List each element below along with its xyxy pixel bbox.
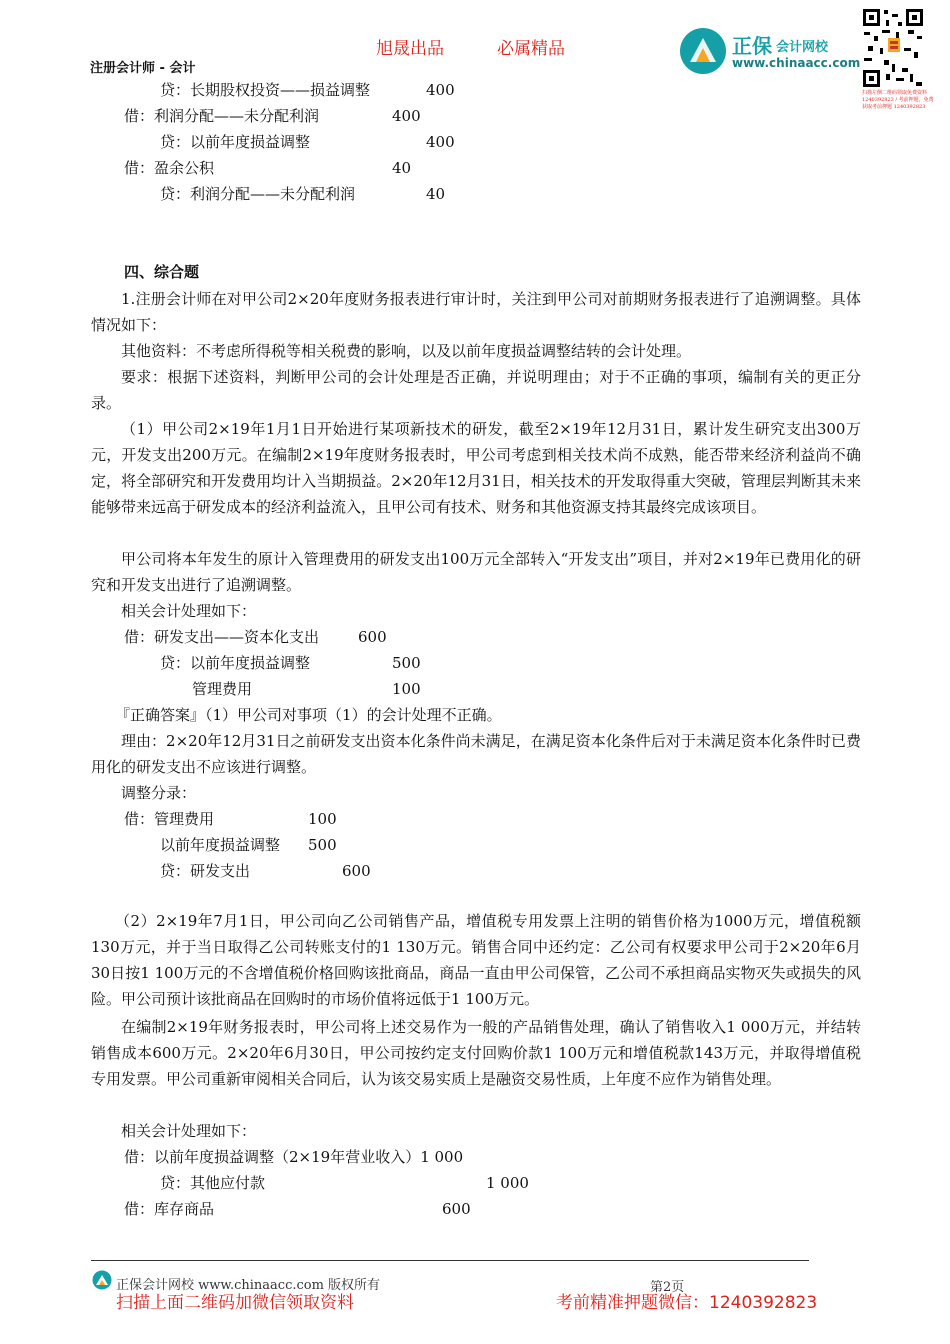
item-1-description: （1）甲公司2×19年1月1日开始进行某项新技术的研发，截至2×19年12月31日，累计发生研究支出300万元，开发支出200万元。在编制2×19年度财务报表时，甲公司考虑到相关技术尚不成熟，能否带来经济利益尚不确定，将全部研究和开发费用均计入当期损益。2×20年12月31日，相关技术的开发取得重大突破，管理层判断其未来能够带来远高于研发成本的经济利益流入，且甲公司有技术、财务和其他资源支持其最终完成该项目。	[91, 420, 861, 516]
entry-amount: 500	[308, 836, 337, 854]
related-treatment-label: 相关会计处理如下：	[121, 602, 257, 620]
page-number: 第2页	[650, 1280, 685, 1295]
adjustment-label: 调整分录：	[121, 784, 197, 802]
logo-mark-icon	[680, 28, 726, 74]
other-info: 其他资料：不考虑所得税等相关税费的影响，以及以前年度损益调整结转的会计处理。	[121, 342, 692, 360]
entry-line: 贷：以前年度损益调整	[160, 654, 311, 672]
entry-amount: 100	[392, 680, 421, 698]
entry-line: 贷：其他应付款	[160, 1174, 266, 1192]
entry-amount: 100	[308, 810, 337, 828]
entry-amount: 500	[392, 654, 421, 672]
section-title: 四、综合题	[124, 263, 200, 281]
item-2-treatment: 在编制2×19年财务报表时，甲公司将上述交易作为一般的产品销售处理，确认了销售收入1 000万元，并结转销售成本600万元。2×20年6月30日，甲公司按约定支付回购价款1 100万元和增值税款143万元，并取得增值税专用发票。甲公司重新审阅相关合同后，认为该交易实质上是融资交易性质，上年度不应作为销售处理。	[91, 1018, 861, 1088]
entry-amount: 600	[442, 1200, 471, 1218]
footer-rule	[91, 1260, 809, 1261]
entry-amount: 40	[426, 185, 446, 203]
correct-answer: 『正确答案』（1）甲公司对事项（1）的会计处理不正确。	[115, 706, 502, 724]
entry-line: 管理费用	[192, 680, 253, 698]
entry-line: 贷：长期股权投资——损益调整	[160, 81, 371, 99]
promo-left: 扫描上面二维码加微信领取资料	[116, 1293, 354, 1313]
slogan-left: 旭晟出品	[376, 39, 444, 59]
logo-subtitle: 会计网校	[776, 40, 829, 55]
related-treatment-label: 相关会计处理如下：	[121, 1122, 257, 1140]
promo-right: 考前精准押题微信：1240392823	[556, 1293, 818, 1313]
entry-amount: 400	[426, 81, 455, 99]
answer-reason: 理由：2×20年12月31日之前研发支出资本化条件尚未满足，在满足资本化条件后对于未满足资本化条件时已费用化的研发支出不应该进行调整。	[91, 732, 861, 776]
entry-amount: 600	[342, 862, 371, 880]
item-1-treatment: 甲公司将本年发生的原计入管理费用的研发支出100万元全部转入“开发支出”项目，并对2×19年已费用化的研究和开发支出进行了追溯调整。	[91, 550, 861, 594]
qr-code-icon	[862, 8, 924, 88]
chinaacc-logo	[680, 28, 860, 78]
entry-line: 贷：以前年度损益调整	[160, 133, 311, 151]
entry-amount: 40	[392, 159, 412, 177]
entry-line: 贷：研发支出	[160, 862, 251, 880]
entry-line: 借：利润分配——未分配利润	[124, 107, 320, 125]
entry-line: 借：以前年度损益调整（2×19年营业收入）1 000	[124, 1148, 464, 1166]
entry-amount: 400	[392, 107, 421, 125]
entry-line: 以前年度损益调整	[160, 836, 281, 854]
item-2-description: （2）2×19年7月1日，甲公司向乙公司销售产品，增值税专用发票上注明的销售价格为1000万元，增值税额130万元，并于当日取得乙公司转账支付的1 130万元。销售合同中还约定：乙公司有权要求甲公司于2×20年6月30日按1 100万元的不含增值税价格回购该批商品，商品一直由甲公司保管，乙公司不承担商品实物灭失或损失的风险。甲公司预计该批商品在回购时的市场价值将远低于1 100万元。	[91, 912, 861, 1008]
entry-line: 贷：利润分配——未分配利润	[160, 185, 356, 203]
footer-logo-icon	[92, 1270, 112, 1290]
requirement: 要求：根据下述资料，判断甲公司的会计处理是否正确，并说明理由；对于不正确的事项，编制有关的更正分录。	[91, 368, 861, 412]
footer-copyright: 正保会计网校 www.chinaacc.com 版权所有	[116, 1278, 381, 1293]
entry-amount: 1 000	[486, 1174, 529, 1192]
logo-name: 正保	[732, 34, 772, 58]
entry-line: 借：研发支出——资本化支出	[124, 628, 320, 646]
entry-amount: 400	[426, 133, 455, 151]
entry-line: 借：库存商品	[124, 1200, 215, 1218]
entry-line: 借：盈余公积	[124, 159, 215, 177]
entry-amount: 600	[358, 628, 387, 646]
qr-note: 扫描左侧二维码领取免费资料 1240392823 / 考前押题，免费获取考前押题 1240392823	[862, 90, 934, 110]
doc-title: 注册会计师 - 会计	[90, 61, 196, 76]
logo-url: www.chinaacc.com	[732, 56, 861, 70]
slogan-right: 必属精品	[497, 39, 565, 59]
question-intro: 1.注册会计师在对甲公司2×20年度财务报表进行审计时，关注到甲公司对前期财务报表进行了追溯调整。具体情况如下：	[91, 290, 861, 334]
entry-line: 借：管理费用	[124, 810, 215, 828]
